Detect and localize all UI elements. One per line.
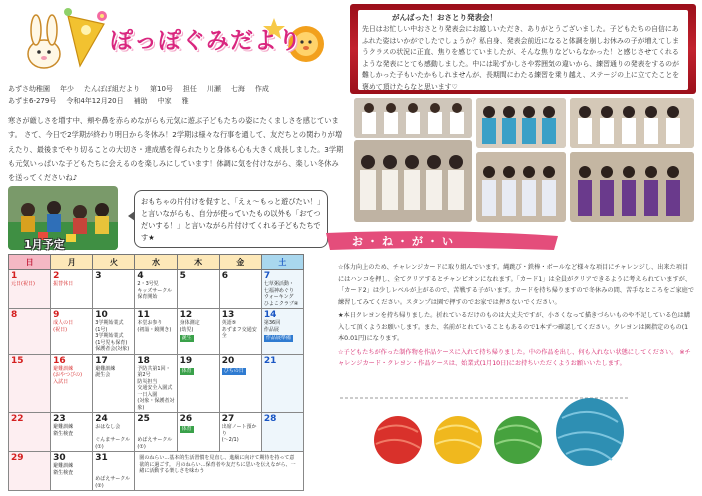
calendar-day-cell — [93, 354, 135, 413]
event-text: 保護者会(対象) — [95, 346, 130, 352]
day-number: 17 — [95, 355, 108, 366]
event-text: おはなし会 — [95, 424, 121, 430]
meta-item: あずま6‐279号 — [8, 97, 57, 105]
weekday-header: 月 — [51, 255, 93, 270]
day-number: 8 — [11, 310, 18, 320]
weekday-header: 金 — [219, 255, 261, 270]
rabbit-icon — [28, 15, 60, 68]
onegai-item: ☆体力向上のため、チャレンジカードに取り組んでいます。縄跳び・鉄棒・ボールなど様々な項目にチャレンジし、出来た項目にはハンコを押し、全てクリアするとチャンピオンになれます。「カード1」は全員がクリアできるように考えられていますが、「カード2」は少しレベルが上がるので、苦戦する子がいます。カードを持ち帰りますので冬休みの間、苦手なところをご家庭で練習してみてください。スタンプは園で押すのでお家では押さないでください。 — [338, 264, 695, 306]
day-number: 7 — [263, 271, 271, 281]
calendar-day-cell — [93, 309, 135, 355]
day-number: 18 — [137, 355, 150, 366]
calendar-day-cell — [135, 413, 177, 452]
day-number: 23 — [53, 414, 66, 424]
event-text: 成人の日 — [53, 320, 74, 326]
calendar-day-cell — [9, 413, 51, 452]
event-text: 振替休日 — [53, 281, 74, 287]
meta-item: 令和4年12月20日 — [66, 97, 124, 105]
month-schedule-label: 1月予定 — [24, 238, 65, 251]
weekday-header: 火 — [93, 255, 135, 270]
speech-bubble: おもちゃの片付けを促すと、「えぇ〜もっと遊びたい！」と言いながらも、自分が使っていたもの以外も「おてつだいする！」と言いながら片付けてくれる子どもたちです★ — [134, 190, 328, 248]
yellow-yarn-icon — [434, 416, 482, 464]
event-text: 3学期始業式 — [95, 333, 124, 339]
event-text: ひよこクラブ④ — [263, 300, 299, 307]
day-number: 3 — [95, 271, 102, 281]
weekday-header: 木 — [177, 255, 219, 270]
event-text: 予防共第1回・第2号 — [137, 365, 171, 378]
event-badge: 体育 — [181, 367, 192, 374]
calendar-day-cell — [51, 270, 93, 309]
calendar-day-cell — [219, 413, 261, 452]
day-number: 29 — [11, 453, 24, 463]
event-text: 避難訓練 — [53, 424, 74, 430]
event-text: 保育開始 — [137, 294, 158, 300]
calendar-day-cell — [219, 309, 261, 355]
event-text: (1号) — [95, 326, 108, 333]
calendar-day-cell — [219, 354, 261, 413]
day-number: 1 — [11, 271, 18, 281]
calendar-day-cell — [177, 309, 219, 355]
calendar-week-row — [9, 413, 304, 452]
event-badge: 作品展準備 — [265, 335, 291, 341]
event-badge: 誕生 — [181, 335, 192, 341]
onegai-item: ★本日クレヨンを持ち帰りました。折れているだけのものは大丈夫ですが、小さくなって描きづらいものや不足している色は購入して頂くようお願いします。また、名前がとれていることもあるので1本ずつ確認してください。クレヨンは園指定のもの(1本0.01円)になります。 — [338, 312, 691, 342]
meta-item: 補助 — [133, 97, 148, 105]
calendar-day-cell — [93, 270, 135, 309]
calendar-day-cell — [9, 452, 51, 491]
event-text: 入試日 — [53, 378, 69, 385]
calendar-week-row — [9, 270, 304, 309]
event-text: 七福神めぐり — [263, 287, 294, 294]
calendar-day-cell — [219, 270, 261, 309]
event-text: 3学期始業式 — [95, 320, 124, 326]
event-text: 英語⑤ — [221, 320, 237, 326]
calendar-day-cell — [261, 413, 303, 452]
calendar-day-cell — [177, 354, 219, 413]
event-text: 作品展 — [263, 326, 279, 333]
green-yarn-icon — [494, 416, 542, 464]
calendar-day-cell — [51, 309, 93, 355]
monthly-aims-note: 園のねらい…基本的生活習慣を見直し、進級に向けて期待を持って意欲的に過ごす。 月のねらい…保育者や友だちに思いを伝えながら、一緒に活動する楽しさを味わう — [135, 452, 304, 491]
calendar-day-cell — [93, 413, 135, 452]
weekday-header: 土 — [261, 255, 303, 270]
meta-item: 担任 — [182, 85, 197, 93]
event-text: (幼児) — [179, 326, 194, 333]
day-number: 13 — [221, 310, 235, 320]
day-number: 10 — [95, 310, 108, 320]
onegai-body — [338, 262, 694, 370]
calendar-day-cell — [51, 413, 93, 452]
day-number: 14 — [263, 310, 277, 320]
yarn-balls-illustration — [340, 380, 630, 476]
day-number: 5 — [179, 271, 186, 281]
calendar-day-cell — [93, 452, 135, 491]
weekday-header: 水 — [135, 255, 177, 270]
performance-photo — [570, 152, 694, 222]
day-number: 30 — [53, 453, 66, 463]
event-text: 身体測定 — [179, 320, 200, 326]
event-text: 出席ノート預かり — [221, 424, 257, 437]
calendar-day-cell — [51, 354, 93, 413]
meta-item: たんぽぽ組だより — [84, 85, 140, 93]
day-number: 11 — [137, 310, 150, 320]
day-number: 15 — [11, 355, 24, 366]
calendar-day-cell — [135, 354, 177, 413]
day-number: 22 — [11, 414, 24, 424]
report-title: がんばった！おさとり発表会！ — [392, 13, 497, 22]
day-number: 20 — [221, 355, 235, 366]
january-calendar — [8, 254, 304, 491]
event-text: 一日入園 — [137, 391, 158, 398]
day-number: 27 — [221, 414, 235, 424]
day-number: 21 — [263, 355, 277, 366]
performance-photo — [354, 140, 472, 222]
meta-item: 作成 — [254, 85, 269, 93]
meta-item: 七海 — [230, 85, 245, 93]
event-text: ぐんまサークル(①) — [95, 437, 131, 450]
event-text: めばえサークル(②) — [95, 476, 131, 489]
day-number: 25 — [137, 414, 150, 424]
calendar-day-cell — [261, 354, 303, 413]
event-text: 交通安全入園式 — [137, 385, 173, 391]
calendar-body — [9, 270, 304, 491]
event-text: 避難訓練 — [53, 365, 74, 372]
performance-photo — [476, 98, 566, 148]
calendar-day-cell — [9, 270, 51, 309]
calendar-week-row — [9, 309, 304, 355]
event-text: (対象・保護者対象) — [137, 398, 175, 411]
meta-item: あずさ幼稚園 — [8, 85, 50, 93]
day-number: 24 — [95, 414, 108, 424]
calendar-week-row — [9, 452, 304, 491]
report-text: 先日はお忙しい中おさとり発表会にお越しいただき、ありがとうございました。子どもたちの自信にあふれた姿はいかがでしたでしょうか？私自身、発表会前近になると体調を崩しお休みの子が増えてしまうクラスの状況に正直、焦りを感じていましたが、そんな焦りなどいらなかった！と感じさせてくれるような発表にとても感動しました。中には恥ずかしさや雰囲気の違いから、練習通りの発表をするのが難しかった子もいたかもしれませんが、長期間にわたる練習を乗り越え、ステージの上に立てたことを褒めて頂けたらなと思います♡ — [362, 25, 680, 91]
calendar-header-row — [9, 255, 304, 270]
event-badge: ぴちの日 — [223, 367, 244, 374]
event-text: (1号児も保育) — [95, 339, 128, 346]
calendar-day-cell — [177, 270, 219, 309]
performance-photos — [352, 96, 696, 224]
event-text: 衛生検査 — [53, 430, 74, 437]
calendar-day-cell — [261, 270, 303, 309]
day-number: 6 — [221, 271, 228, 281]
event-text: 防災担当 — [137, 378, 158, 385]
event-text: 避難訓練 — [53, 463, 74, 469]
meta-item: 中家 — [157, 97, 172, 105]
calendar-day-cell — [9, 354, 51, 413]
day-number: 28 — [263, 414, 277, 424]
newsletter-meta-line2 — [8, 96, 199, 106]
event-text: 本堂お参り — [137, 320, 163, 326]
calendar-day-cell — [135, 309, 177, 355]
day-number: 19 — [179, 355, 193, 366]
red-yarn-icon — [374, 416, 422, 464]
event-text: 衛生検査 — [53, 469, 74, 476]
day-number: 9 — [53, 310, 60, 320]
event-badge: 体育 — [181, 426, 192, 432]
weekday-header: 日 — [9, 255, 51, 270]
event-text: (おやつびの) — [53, 372, 83, 378]
blue-yarn-icon — [556, 398, 624, 466]
event-text: 2・3号児 — [137, 281, 159, 287]
event-text: めばえサークル(①) — [137, 437, 173, 450]
meta-item: 川瀬 — [206, 85, 221, 93]
event-text: ウォーキング — [263, 294, 294, 300]
onegai-title: お・ね・が・い — [352, 235, 457, 248]
performance-photo — [476, 152, 566, 222]
event-text: 誕生会 — [95, 372, 111, 378]
meta-item: 第10号 — [150, 85, 173, 93]
flag-icon — [68, 16, 104, 66]
day-number: 26 — [179, 414, 193, 424]
day-number: 4 — [137, 271, 144, 281]
event-text: キッズサークル — [137, 287, 173, 294]
meta-item: 年少 — [60, 85, 74, 93]
intro-paragraph: 寒さが厳しさを増す中、頬や鼻を赤らめながらも元気に遊ぶ子どもたちの姿にたくましさを感じています。 さて、今日で2学期が終わり明日から冬休み！2学期は様々な行事を通して、友だちとの関わりが増えたり、最後までやり切ることの大切さ・達成感を得られたりと身体も心も大きく成長しました。3学期も元気いっぱいな子どもたちに会えるのを楽しみにしています！体調に気を付けながら、楽しい冬休みを送ってくださいね♪ — [8, 116, 344, 183]
calendar-day-cell — [9, 309, 51, 355]
newsletter-title: ぽっぽぐみだより — [110, 28, 302, 54]
event-text: (〜2/1) — [221, 437, 239, 443]
calendar-day-cell — [135, 270, 177, 309]
onegai-item: ☆子どもたちが作った制作物を作品ケースに入れて持ち帰りました。中の作品を出し、何も入れない状態にしてください。 ※チャレンジカード・クレヨン・作品ケースは、始業式(1月10日)にお持ちいただくようお願いいたします。 — [338, 348, 691, 367]
day-number: 31 — [95, 453, 108, 463]
event-text: 第36回 — [263, 320, 281, 326]
day-number: 12 — [179, 310, 193, 320]
day-number: 16 — [53, 355, 66, 366]
event-text: 七草粥活動・ — [263, 281, 294, 287]
meta-item: 雅 — [181, 97, 189, 105]
calendar-day-cell — [261, 309, 303, 355]
event-text: 避難訓練 — [95, 365, 116, 372]
day-number: 2 — [53, 271, 60, 281]
event-text: 元日(祝日) — [11, 281, 35, 287]
event-text: (祝日) — [53, 326, 68, 333]
calendar-day-cell — [51, 452, 93, 491]
performance-photo — [570, 98, 694, 148]
newsletter-meta-line1 — [8, 84, 279, 94]
event-text: あずまフ交通安全 — [221, 326, 257, 339]
calendar-day-cell — [177, 413, 219, 452]
event-text: (初詣・鏡開き) — [137, 326, 172, 333]
performance-photo — [354, 98, 472, 138]
calendar-week-row — [9, 354, 304, 413]
